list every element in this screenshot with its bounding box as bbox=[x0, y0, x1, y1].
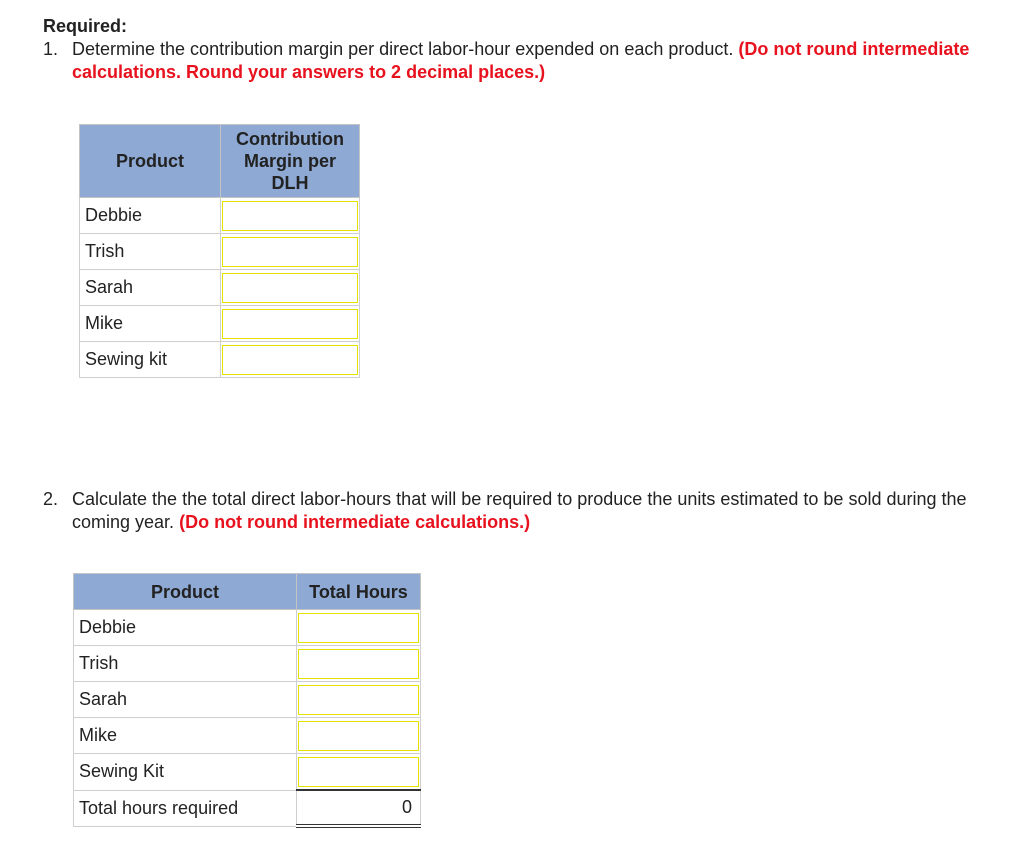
total-hours-input-debbie[interactable] bbox=[298, 613, 419, 643]
total-hours-input-trish[interactable] bbox=[298, 649, 419, 679]
product-name: Debbie bbox=[80, 198, 221, 234]
product-name: Mike bbox=[74, 718, 297, 754]
total-hours-value: 0 bbox=[297, 790, 421, 826]
table-row bbox=[80, 234, 360, 270]
product-name: Sarah bbox=[80, 270, 221, 306]
product-name: Trish bbox=[80, 234, 221, 270]
table-row bbox=[74, 682, 421, 718]
total-row bbox=[74, 790, 421, 826]
table-row bbox=[80, 306, 360, 342]
question-2-text: Calculate the the total direct labor-hours that will be required to produce the units estimated to be sold during the coming year. bbox=[72, 489, 967, 532]
table2-header-product: Product bbox=[74, 574, 297, 610]
question-1-note: (Do not round intermediate calculations. Round your answers to 2 decimal places.) bbox=[72, 39, 970, 82]
table-row bbox=[74, 754, 421, 791]
table2-header-total-hours: Total Hours bbox=[297, 574, 421, 610]
table-row bbox=[74, 646, 421, 682]
table-row bbox=[74, 610, 421, 646]
cm-per-dlh-input-sewing-kit[interactable] bbox=[222, 345, 358, 375]
cm-per-dlh-input-debbie[interactable] bbox=[222, 201, 358, 231]
question-1-number: 1. bbox=[43, 39, 59, 59]
table-row bbox=[80, 198, 360, 234]
total-hours-input-sewing-kit[interactable] bbox=[298, 757, 419, 787]
total-hours-input-mike[interactable] bbox=[298, 721, 419, 751]
total-hours-input-sarah[interactable] bbox=[298, 685, 419, 715]
table-row bbox=[80, 342, 360, 378]
total-hours-table bbox=[73, 573, 421, 828]
table1-header-product: Product bbox=[80, 125, 221, 198]
question-1-text: Determine the contribution margin per direct labor-hour expended on each product. bbox=[72, 39, 734, 59]
contribution-margin-table bbox=[79, 124, 360, 378]
product-name: Sewing kit bbox=[80, 342, 221, 378]
product-name: Trish bbox=[74, 646, 297, 682]
cm-per-dlh-input-trish[interactable] bbox=[222, 237, 358, 267]
product-name: Sewing Kit bbox=[74, 754, 297, 791]
table-row bbox=[74, 718, 421, 754]
cm-per-dlh-input-mike[interactable] bbox=[222, 309, 358, 339]
total-hours-label: Total hours required bbox=[74, 790, 297, 826]
product-name: Mike bbox=[80, 306, 221, 342]
table1-header-cm-text: Contribution Margin per DLH bbox=[236, 129, 344, 193]
cm-per-dlh-input-sarah[interactable] bbox=[222, 273, 358, 303]
question-2 bbox=[43, 488, 983, 534]
table-row bbox=[80, 270, 360, 306]
question-2-note: (Do not round intermediate calculations.) bbox=[179, 512, 531, 532]
product-name: Debbie bbox=[74, 610, 297, 646]
product-name: Sarah bbox=[74, 682, 297, 718]
question-2-number: 2. bbox=[43, 489, 59, 509]
question-1 bbox=[43, 38, 983, 84]
required-heading: Required: bbox=[43, 16, 128, 36]
table1-header-cm-per-dlh bbox=[221, 125, 360, 198]
